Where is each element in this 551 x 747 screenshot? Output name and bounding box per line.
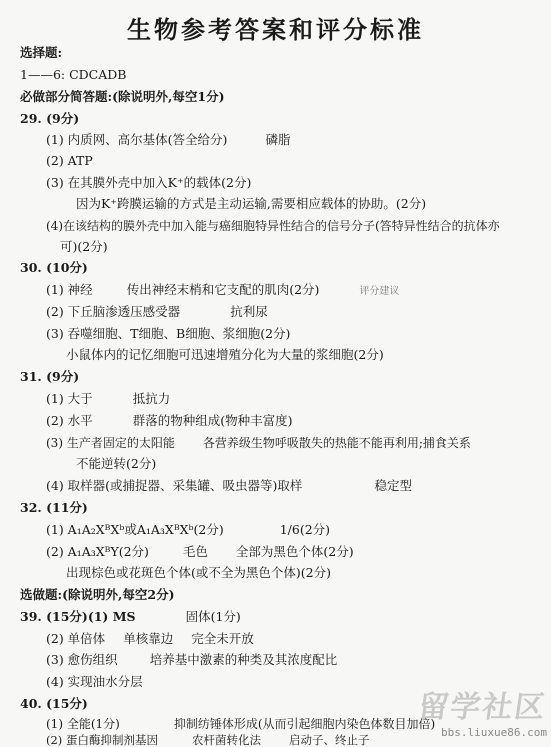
watermark-logo: 留学社区 (416, 690, 549, 725)
answer-line: (1) A₁A₂XᴮXᵇ或A₁A₃XᴮXᵇ(2分) 1/6(2分) (46, 522, 331, 537)
question-header: 31. (9分) (20, 369, 80, 384)
question-header: 29. (9分) (20, 111, 80, 126)
answer-line: 因为K⁺跨膜运输的方式是主动运输,需要相应载体的协助。(2分) (76, 196, 427, 211)
watermark-url: bbs.liuxue86.com (441, 726, 547, 739)
answer-line: (2) A₁A₃XᴮY(2分) 毛色 全部为黑色个体(2分) (46, 544, 354, 559)
answer-line: (1) 神经 传出神经末梢和它支配的肌肉(2分) 评分建议 (46, 282, 400, 297)
choice-answers: 1——6: CDCADB (20, 67, 127, 82)
question-header: 30. (10分) (20, 260, 88, 275)
answer-line: (4)在该结构的膜外壳中加入能与癌细胞特异性结合的信号分子(答特异性结合的抗体亦 (46, 219, 500, 233)
question-header: 40. (15分) (20, 696, 88, 711)
answer-line: (2) 水平 群落的物种组成(物种丰富度) (46, 413, 293, 428)
page-title: 生物参考答案和评分标准 (127, 15, 424, 44)
answer-line: 出现棕色或花斑色个体(或不全为黑色个体)(2分) (66, 565, 331, 580)
watermark (416, 682, 549, 739)
answer-line: (4) 取样器(或捕捉器、采集罐、吸虫器等)取样 稳定型 (46, 478, 412, 493)
answer-line: 可)(2分) (60, 239, 108, 254)
question-header: 32. (11分) (20, 500, 88, 515)
section-heading: 选做题:(除说明外,每空2分) (20, 587, 175, 602)
section-heading: 选择题: (20, 45, 63, 60)
answer-line: (2) 下丘脑渗透压感受器 抗利尿 (46, 304, 268, 319)
answer-line: (3) 生产者固定的太阳能 各营养级生物呼吸散失的热能不能再利用;捕食关系 (46, 436, 471, 450)
answer-line: (1) 大于 抵抗力 (46, 391, 171, 406)
answer-line: (3) 愈伤组织 培养基中激素的种类及其浓度配比 (46, 652, 338, 667)
answer-line: (1) 全能(1分) 抑制纺锤体形成(从而引起细胞内染色体数目加倍) (46, 717, 436, 731)
answer-line: (2) ATP (46, 153, 93, 168)
answer-line: (2) 蛋白酶抑制剂基因 农杆菌转化法 启动子、终止子 (46, 733, 370, 747)
answer-line: (4) 实现油水分层 (46, 674, 143, 689)
answer-line: (2) 单倍体 单核靠边 完全未开放 (46, 631, 254, 646)
section-heading: 必做部分简答题:(除说明外,每空1分) (20, 89, 225, 104)
answer-line: (1) 内质网、高尔基体(答全给分) 磷脂 (46, 132, 291, 147)
answer-line: 不能逆转(2分) (76, 456, 157, 471)
question-header: 39. (15分)(1) MS 固体(1分) (20, 609, 241, 624)
answer-line: 小鼠体内的记忆细胞可迅速增殖分化为大量的浆细胞(2分) (66, 347, 384, 362)
answer-line: (3) 在其膜外壳中加入K⁺的载体(2分) (46, 175, 252, 190)
answer-line: (3) 吞噬细胞、T细胞、B细胞、浆细胞(2分) (46, 326, 291, 341)
